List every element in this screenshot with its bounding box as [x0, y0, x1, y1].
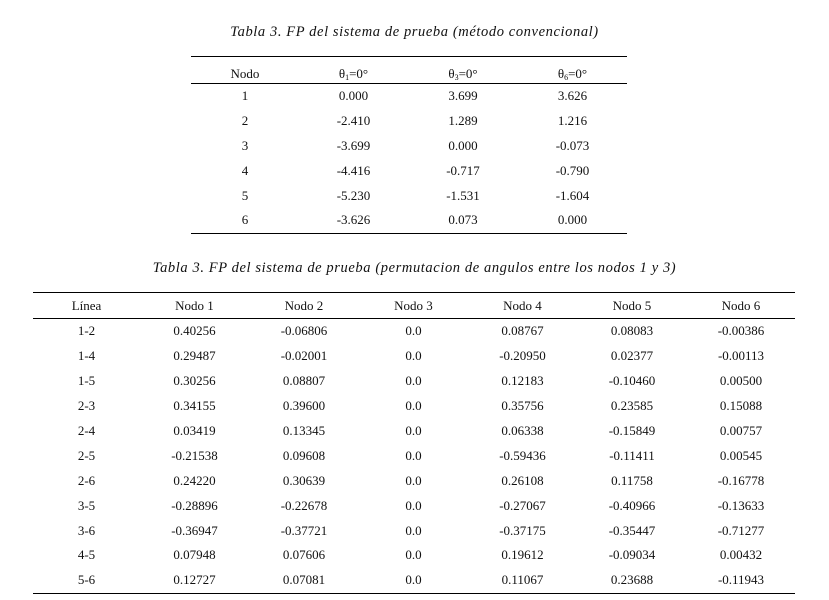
table2-cell: -0.71277 [717, 522, 765, 538]
table2-row [33, 568, 795, 593]
table2-cell: -0.09034 [608, 547, 656, 563]
table2-cell: 0.0 [405, 572, 422, 588]
table2-cell: -0.15849 [608, 423, 656, 438]
table1-row [191, 208, 627, 233]
table2-cell: 5-6 [77, 572, 96, 588]
table1-cell: 3.626 [557, 88, 588, 104]
table2-cell: 0.12183 [501, 373, 544, 389]
table1-body [191, 84, 627, 234]
table2-row [33, 493, 795, 518]
table1-cell: 0.000 [338, 88, 369, 104]
table1 [191, 56, 627, 234]
table2-cell: 1-5 [77, 373, 96, 389]
table2-cell: 0.39600 [282, 398, 326, 414]
table1-cell: 0.000 [448, 137, 478, 153]
table2-header-cell: Nodo 2 [249, 293, 359, 319]
table1-cell: -5.230 [336, 187, 371, 203]
theta-value: =0° [349, 66, 369, 81]
table2-cell: -0.35447 [608, 522, 656, 538]
table2-cell: 3-6 [77, 522, 96, 538]
table2-row [33, 344, 795, 369]
table2-row [33, 319, 795, 344]
table2-cell: 0.26108 [501, 472, 544, 488]
theta-symbol: θ [557, 66, 565, 81]
table2-cell: -0.37175 [499, 522, 546, 538]
table2-cell: 0.0 [405, 547, 422, 563]
table2-row [33, 394, 795, 419]
table2-cell: -0.02001 [280, 348, 328, 364]
table1-header-theta3 [408, 57, 518, 84]
table2-cell: -0.37721 [280, 522, 328, 538]
table1-cell: -2.410 [336, 113, 371, 129]
table2-cell: -0.13633 [717, 497, 765, 513]
table2-cell: 0.24220 [173, 472, 216, 488]
table2-cell: 0.08767 [501, 323, 544, 339]
table2-row [33, 543, 795, 568]
table1-cell: -1.531 [446, 187, 480, 203]
table2-cell: 0.30639 [282, 472, 326, 488]
table2-cell: -0.59436 [499, 447, 546, 463]
table2-cell: 0.15088 [719, 398, 763, 414]
table1-header-theta1 [299, 57, 408, 84]
table2-cell: -0.00113 [717, 348, 765, 364]
table1-cell: 2 [241, 113, 249, 129]
table1-cell: 1 [241, 88, 249, 104]
table1-cell: -0.073 [555, 137, 590, 153]
table1-cell: -3.699 [336, 137, 371, 153]
table2-cell: -0.28896 [171, 497, 218, 513]
table2-caption: Tabla 3. FP del sistema de prueba (permutacion de angulos entre los nodos 1 y 3) [152, 260, 677, 276]
table2-cell: 0.00432 [719, 547, 763, 563]
table1-row [191, 183, 627, 208]
table2-cell: 0.02377 [610, 348, 654, 364]
table2-row [33, 369, 795, 394]
table2-cell: 0.23688 [610, 572, 654, 588]
table1-cell: -0.790 [555, 162, 590, 178]
table1-cell: 1.289 [448, 113, 478, 129]
table1-cell: 0.073 [448, 212, 478, 228]
table2-body [33, 319, 795, 594]
theta-symbol: θ [338, 66, 346, 81]
table2-cell: 0.08083 [610, 323, 654, 339]
table2-cell: -0.10460 [608, 373, 656, 389]
table2-cell: 0.13345 [282, 423, 326, 438]
table2-cell: -0.40966 [608, 497, 656, 513]
table2-cell: 0.00500 [719, 373, 763, 389]
table2-cell: 2-3 [77, 398, 96, 414]
table2-cell: 1-4 [77, 348, 96, 364]
table2-cell: 0.34155 [173, 398, 216, 414]
theta-value: =0° [458, 66, 478, 81]
table2-cell: 0.11067 [501, 572, 544, 588]
table2-cell: -0.36947 [171, 522, 218, 538]
table2-cell: -0.16778 [717, 472, 765, 488]
table2-cell: 4-5 [77, 547, 96, 563]
table2-cell: 0.07948 [173, 547, 216, 563]
table2-cell: 3-5 [77, 497, 96, 513]
table2-cell: 0.0 [405, 323, 422, 339]
theta-subscript: 1 [345, 73, 350, 82]
table2-header-row [33, 293, 795, 319]
table2-cell: -0.20950 [499, 348, 546, 364]
table1-row [191, 158, 627, 183]
table2-cell: 1-2 [77, 323, 96, 339]
table2-cell: 0.19612 [501, 547, 544, 563]
table1-cell: 0.000 [557, 212, 588, 228]
table2-cell: -0.21538 [171, 447, 218, 463]
table2-cell: -0.11943 [717, 572, 765, 588]
table1-row [191, 134, 627, 159]
table2-header-cell: Nodo 4 [468, 293, 577, 319]
table1-header-theta6 [518, 57, 627, 84]
table2-cell: 0.09608 [282, 447, 326, 463]
table1-cell: 3 [241, 137, 249, 153]
table2-cell: -0.22678 [280, 497, 328, 513]
table2-cell: 0.0 [405, 497, 422, 513]
table2-cell: 0.06338 [501, 423, 544, 438]
table2-cell: 0.0 [405, 348, 422, 364]
table1-cell: -3.626 [336, 212, 371, 228]
table2-row [33, 419, 795, 444]
table2-cell: -0.27067 [499, 497, 546, 513]
table2-row [33, 443, 795, 468]
table1-caption: Tabla 3. FP del sistema de prueba (método convencional) [230, 24, 599, 40]
table2-cell: 0.40256 [173, 323, 216, 339]
table2-cell: 0.0 [405, 522, 422, 538]
table1-header-row [191, 57, 627, 84]
table2-cell: 0.00757 [719, 423, 763, 438]
table1-cell: 5 [241, 187, 249, 203]
table2-cell: 0.07081 [282, 572, 326, 588]
table2-cell: 0.0 [405, 447, 422, 463]
table2-header-cell: Nodo 6 [687, 293, 795, 319]
table2-cell: 0.07606 [282, 547, 326, 563]
table1-row [191, 84, 627, 109]
table1-cell: 6 [241, 212, 249, 228]
table2-cell: 0.35756 [501, 398, 544, 414]
table2-cell: 0.08807 [282, 373, 326, 389]
table1-cell: -1.604 [555, 187, 590, 203]
table2-header-cell: Nodo 1 [140, 293, 249, 319]
table2-cell: 0.12727 [173, 572, 216, 588]
table2-cell: -0.06806 [280, 323, 328, 339]
table2-cell: 0.29487 [173, 348, 216, 364]
table1-cell: 3.699 [448, 88, 478, 104]
table2-cell: 0.0 [405, 398, 422, 414]
table2-cell: 2-5 [77, 447, 96, 463]
table2-cell: 2-4 [77, 423, 96, 438]
theta-subscript: 6 [564, 73, 569, 82]
theta-symbol: θ [448, 66, 455, 81]
table2-cell: 0.11758 [611, 472, 653, 488]
table1-cell: -4.416 [336, 162, 371, 178]
table2-row [33, 518, 795, 543]
table2-cell: 0.0 [405, 472, 422, 488]
table2-cell: 2-6 [77, 472, 96, 488]
table2-cell: 0.0 [405, 423, 422, 438]
table2 [33, 292, 795, 594]
theta-subscript: 3 [454, 73, 459, 82]
table2-cell: -0.00386 [717, 323, 765, 339]
table1-cell: 1.216 [557, 113, 588, 129]
table2-cell: -0.11411 [609, 447, 655, 463]
table2-cell: 0.23585 [610, 398, 654, 414]
table2-cell: 0.0 [405, 373, 422, 389]
table2-cell: 0.03419 [173, 423, 216, 438]
table2-header-cell: Nodo 5 [577, 293, 687, 319]
table1-header-nodo: Nodo [191, 57, 299, 84]
table2-header-cell: Nodo 3 [359, 293, 468, 319]
table2-cell: 0.30256 [173, 373, 216, 389]
table2-row [33, 468, 795, 493]
theta-value: =0° [568, 66, 588, 81]
table2-cell: 0.00545 [719, 447, 763, 463]
table2-header-cell: Línea [33, 293, 140, 319]
table1-cell: -0.717 [446, 162, 480, 178]
table1-cell: 4 [241, 162, 249, 178]
table1-row [191, 109, 627, 134]
